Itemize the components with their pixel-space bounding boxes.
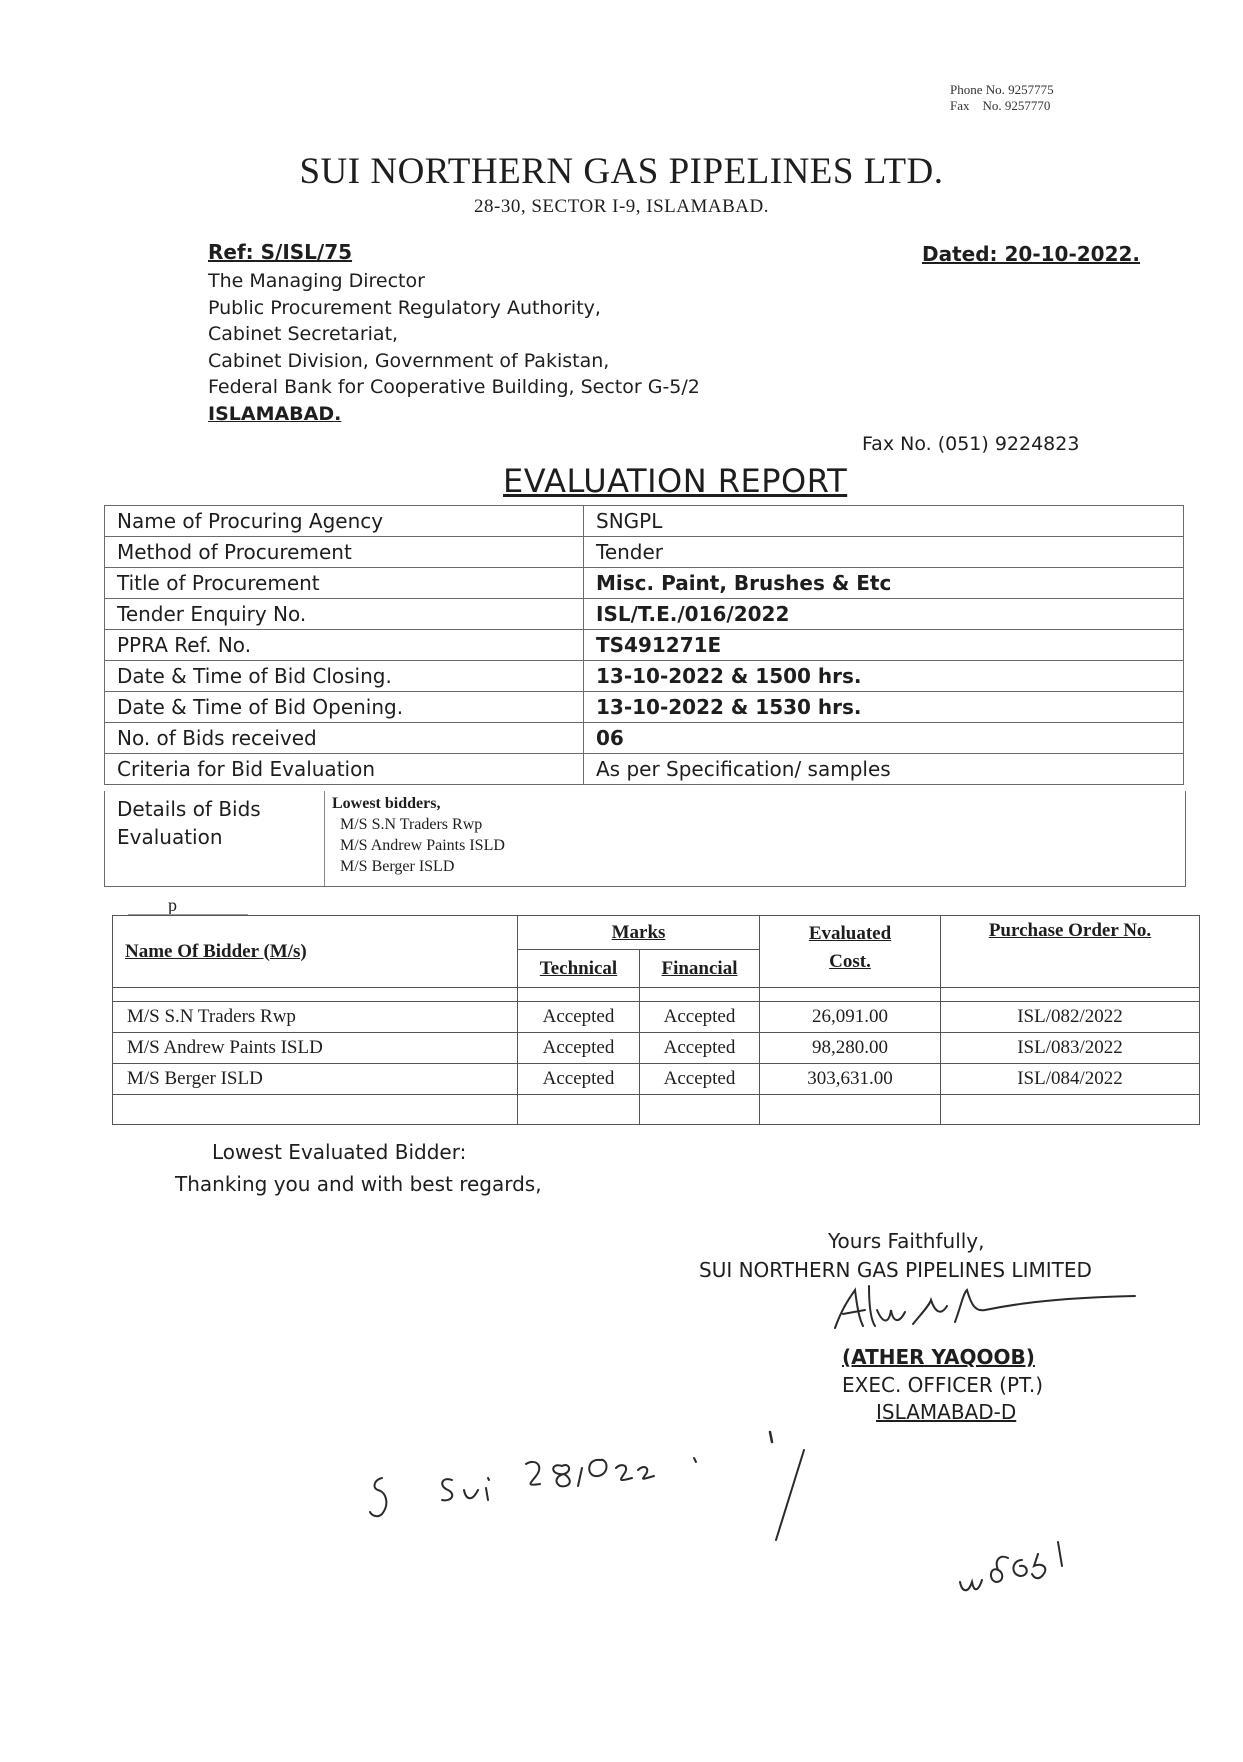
table-row (105, 692, 1184, 723)
info-label: Method of Procurement (105, 537, 584, 568)
table-row (113, 1064, 1200, 1095)
yours-faithfully: Yours Faithfully, (828, 1229, 985, 1253)
bidder-name: M/S Berger ISLD (340, 858, 455, 875)
company-address: 28-30, SECTOR I-9, ISLAMABAD. (474, 196, 769, 217)
closing-thanks: Thanking you and with best regards, (175, 1172, 542, 1196)
info-value: 06 (584, 723, 1184, 754)
handwritten-number (950, 1530, 1100, 1610)
letter-date: Dated: 20-10-2022. (922, 242, 1141, 266)
info-label: Date & Time of Bid Closing. (105, 661, 584, 692)
info-label: Title of Procurement (105, 568, 584, 599)
recipient-city: ISLAMABAD. (208, 402, 342, 425)
bidder-name: M/S Andrew Paints ISLD (340, 837, 505, 854)
info-label: Criteria for Bid Evaluation (105, 754, 584, 785)
bidder-name-cell: M/S S.N Traders Rwp (113, 1002, 518, 1033)
spacer-row (113, 988, 1200, 1002)
signatory-office: ISLAMABAD-D (876, 1400, 1017, 1424)
recipient-line: Cabinet Division, Government of Pakistan, (208, 349, 610, 372)
signing-company: SUI NORTHERN GAS PIPELINES LIMITED (699, 1258, 1092, 1282)
lowest-bidders-list (332, 793, 505, 877)
cost-cell: 303,631.00 (760, 1064, 941, 1095)
financial-cell: Accepted (640, 1064, 760, 1095)
table-row (105, 661, 1184, 692)
reference-number: Ref: S/ISL/75 (208, 240, 353, 264)
header-purchase-order: Purchase Order No. (941, 916, 1200, 988)
technical-cell: Accepted (518, 1033, 640, 1064)
financial-cell: Accepted (640, 1033, 760, 1064)
info-value: 13-10-2022 & 1530 hrs. (584, 692, 1184, 723)
info-value: Tender (584, 537, 1184, 568)
company-name: SUI NORTHERN GAS PIPELINES LTD. (299, 151, 944, 192)
po-cell: ISL/084/2022 (941, 1064, 1200, 1095)
signature-image (825, 1276, 1145, 1340)
recipient-line: Public Procurement Regulatory Authority, (208, 296, 601, 319)
bid-evaluation-details (104, 791, 1186, 887)
recipient-line: Federal Bank for Cooperative Building, Sector G-5/2 (208, 376, 700, 398)
info-label: No. of Bids received (105, 723, 584, 754)
bidder-name-cell: M/S Berger ISLD (113, 1064, 518, 1095)
table-row (105, 599, 1184, 630)
info-value: ISL/T.E./016/2022 (584, 599, 1184, 630)
procurement-info-table (104, 505, 1184, 785)
signatory-designation: EXEC. OFFICER (PT.) (842, 1373, 1044, 1397)
bidder-name-cell: M/S Andrew Paints ISLD (113, 1033, 518, 1064)
handwritten-note (360, 1428, 880, 1568)
details-label-line: Details of Bids (117, 797, 261, 821)
cost-cell: 26,091.00 (760, 1002, 941, 1033)
header-marks: Marks (518, 916, 760, 950)
table-row (105, 506, 1184, 537)
lowest-bidders-heading: Lowest bidders, (332, 795, 441, 812)
p-mark: p (168, 895, 177, 915)
table-row (105, 723, 1184, 754)
financial-cell: Accepted (640, 1002, 760, 1033)
info-label: Name of Procuring Agency (105, 506, 584, 537)
header-financial: Financial (640, 950, 760, 988)
po-cell: ISL/082/2022 (941, 1002, 1200, 1033)
signatory-name: (ATHER YAQOOB) (842, 1345, 1035, 1369)
header-evaluated-cost (760, 916, 941, 988)
technical-cell: Accepted (518, 1064, 640, 1095)
table-row (113, 1033, 1200, 1064)
fax-number: Fax No. (051) 9224823 (862, 433, 1080, 455)
contact-info (950, 82, 1054, 114)
cost-cell: 98,280.00 (760, 1033, 941, 1064)
bidders-table (112, 915, 1200, 1125)
phone-number: Phone No. 9257775 (950, 82, 1054, 97)
header-technical: Technical (518, 950, 640, 988)
details-label-line: Evaluation (117, 825, 223, 849)
bidder-name: M/S S.N Traders Rwp (340, 816, 483, 833)
report-title: EVALUATION REPORT (503, 462, 848, 500)
table-row (105, 568, 1184, 599)
header-bidder-name: Name Of Bidder (M/s) (113, 916, 518, 988)
empty-row (113, 1095, 1200, 1125)
info-value: As per Specification/ samples (584, 754, 1184, 785)
info-value: TS491271E (584, 630, 1184, 661)
info-value: 13-10-2022 & 1500 hrs. (584, 661, 1184, 692)
po-cell: ISL/083/2022 (941, 1033, 1200, 1064)
recipient-line: The Managing Director (208, 270, 425, 292)
info-value: SNGPL (584, 506, 1184, 537)
table-row (105, 537, 1184, 568)
lowest-evaluated-bidder: Lowest Evaluated Bidder: (212, 1140, 467, 1164)
info-label: PPRA Ref. No. (105, 630, 584, 661)
recipient-line: Cabinet Secretariat, (208, 323, 399, 345)
details-label (117, 795, 261, 851)
table-header-row (113, 916, 1200, 950)
info-label: Date & Time of Bid Opening. (105, 692, 584, 723)
fax-number-header: Fax No. 9257770 (950, 98, 1051, 113)
table-row (113, 1002, 1200, 1033)
info-label: Tender Enquiry No. (105, 599, 584, 630)
table-row (105, 630, 1184, 661)
recipient-address (208, 268, 700, 427)
header-evaluated-line: Cost. (829, 951, 871, 972)
info-value: Misc. Paint, Brushes & Etc (584, 568, 1184, 599)
header-evaluated-line: Evaluated (808, 923, 892, 944)
divider (324, 791, 325, 886)
technical-cell: Accepted (518, 1002, 640, 1033)
table-row (105, 754, 1184, 785)
